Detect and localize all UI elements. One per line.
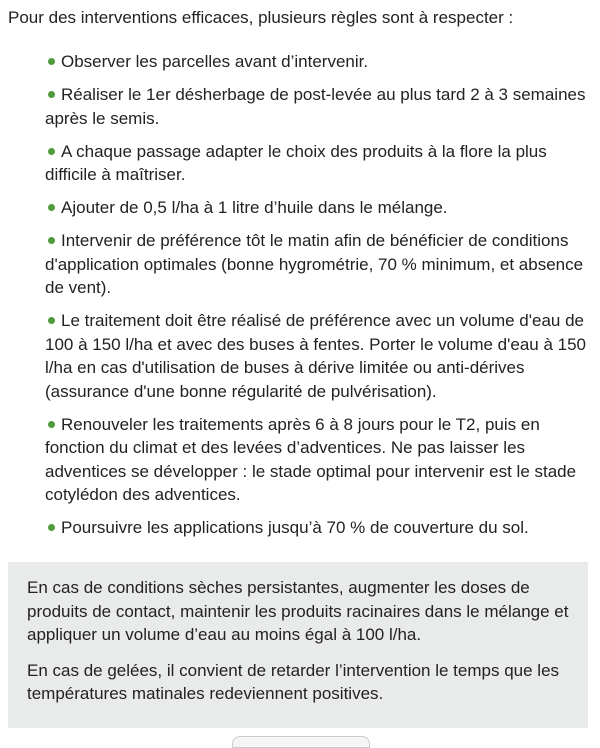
rule-text: Ajouter de 0,5 l/ha à 1 litre d’huile dans le mélange. xyxy=(61,198,448,217)
bullet-icon xyxy=(48,91,55,98)
note-frost: En cas de gelées, il convient de retarder l’intervention le temps que les températures matinales redeviennent positives. xyxy=(27,660,560,703)
bullet-icon xyxy=(48,524,55,531)
bullet-icon xyxy=(48,148,55,155)
rule-text: Observer les parcelles avant d’intervenir. xyxy=(61,52,369,71)
bottom-tab-button[interactable] xyxy=(232,736,370,748)
rule-text: Le traitement doit être réalisé de préférence avec un volume d'eau de 100 à 150 l/ha et avec des buses à fentes. Porter le volume d'eau à 150 l/ha en cas d'utilisation de buses à dérive limitée ou anti-dérives (assurance d'une bonne régularité de pulvérisation). xyxy=(45,311,586,401)
rule-text: Intervenir de préférence tôt le matin afin de bénéficier de conditions d'application optimales (bonne hygrométrie, 70 % minimum, et absence de vent). xyxy=(45,231,584,297)
list-item xyxy=(45,196,590,220)
rules-list xyxy=(45,50,590,549)
list-item xyxy=(45,413,590,507)
note-box xyxy=(8,562,588,728)
rule-text: Renouveler les traitements après 6 à 8 jours pour le T2, puis en fonction du climat et des levées d’adventices. Ne pas laisser les adventices se développer : le stade optimal pour intervenir est le stade cotylédon des adventices. xyxy=(45,414,577,504)
list-item xyxy=(45,309,590,403)
rule-text: A chaque passage adapter le choix des produits à la flore la plus difficile à maîtriser. xyxy=(45,141,547,184)
list-item xyxy=(45,516,590,540)
list-item xyxy=(45,50,590,74)
intro-text: Pour des interventions efficaces, plusieurs règles sont à respecter : xyxy=(8,8,514,27)
list-item xyxy=(45,140,590,187)
bullet-icon xyxy=(48,204,55,211)
bullet-icon xyxy=(48,58,55,65)
rule-text: Réaliser le 1er désherbage de post-levée au plus tard 2 à 3 semaines après le semis. xyxy=(45,85,586,128)
note-dry-conditions: En cas de conditions sèches persistantes, augmenter les doses de produits de contact, maintenir les produits racinaires dans le mélange et appliquer un volume d’eau au moins égal à 100 l/ha. xyxy=(27,578,569,644)
list-item xyxy=(45,83,590,130)
list-item xyxy=(45,229,590,300)
bullet-icon xyxy=(48,317,55,324)
bullet-icon xyxy=(48,421,55,428)
rule-text: Poursuivre les applications jusqu’à 70 % de couverture du sol. xyxy=(61,518,529,537)
bullet-icon xyxy=(48,237,55,244)
